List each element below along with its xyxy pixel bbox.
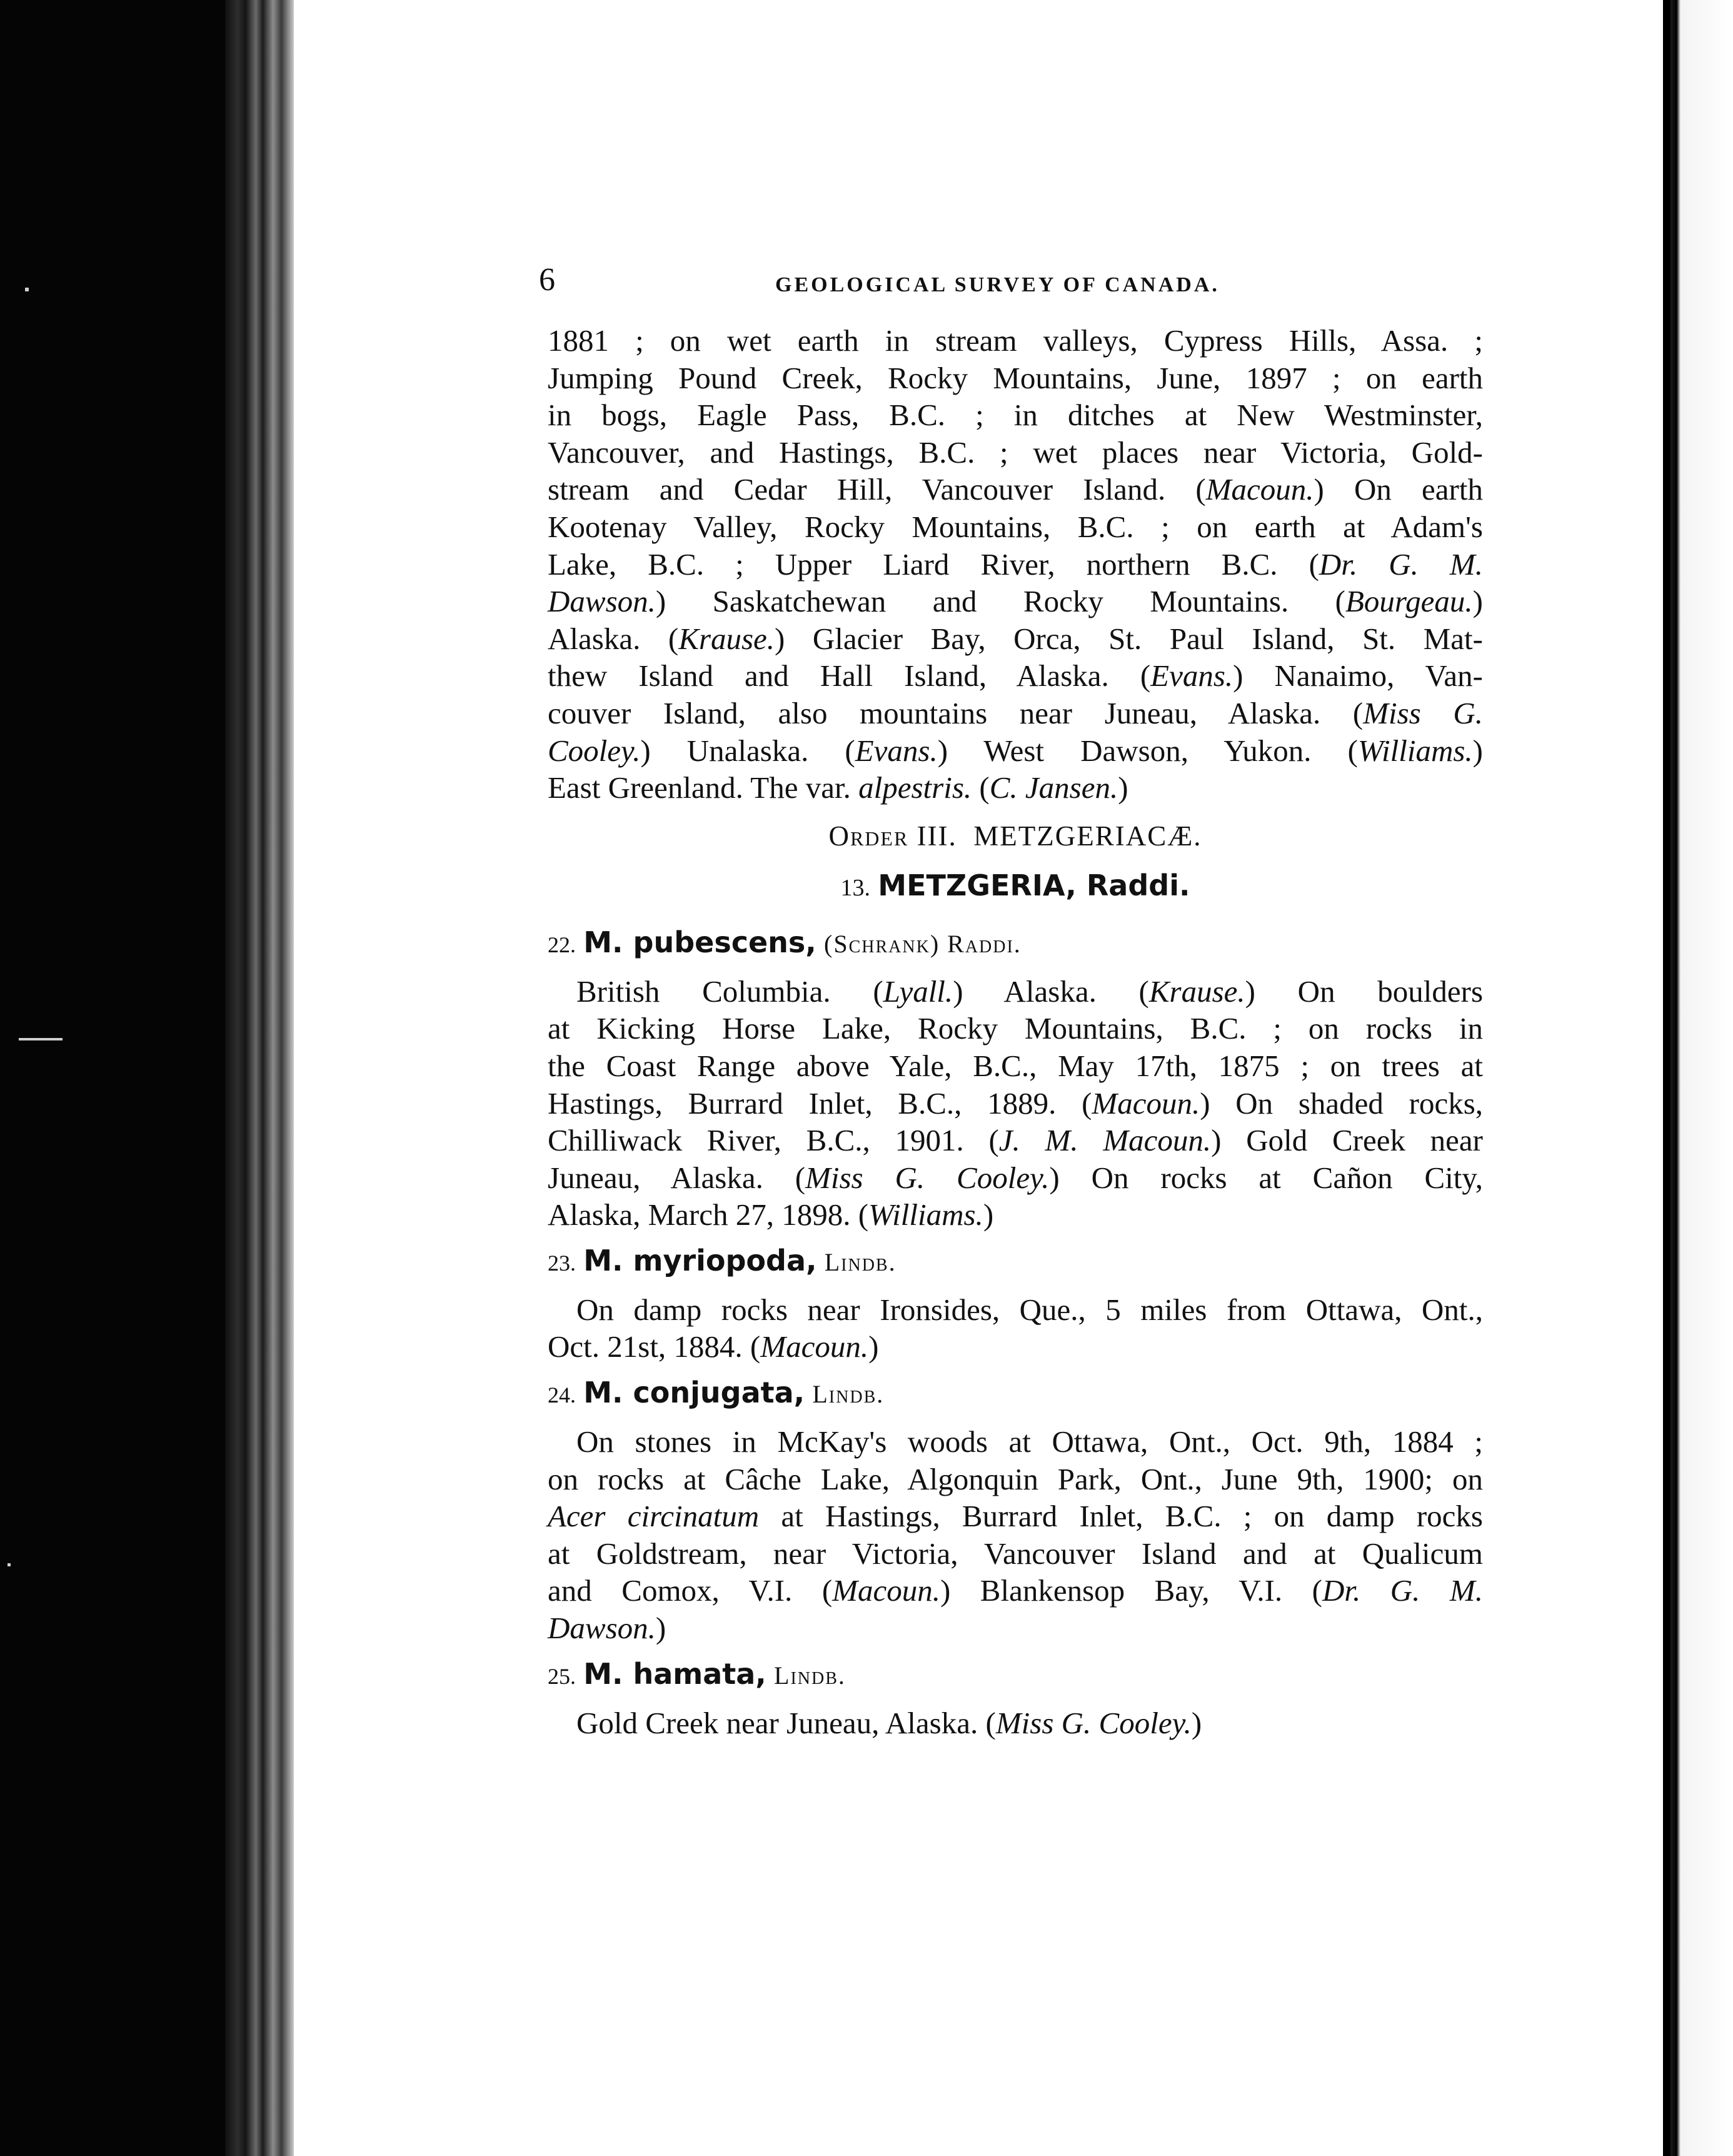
text-segment: ) On boulders — [1245, 974, 1484, 1009]
text-segment: Vancouver, and Hastings, B.C. ; wet places near Victoria, Gold- — [548, 435, 1483, 470]
scan-speck — [8, 1563, 11, 1566]
species-record — [548, 1291, 1483, 1366]
text-segment: Juneau, Alaska. ( — [548, 1160, 806, 1195]
scan-speck — [25, 288, 29, 291]
text-segment: stream and Cedar Hill, Vancouver Island. ( — [548, 472, 1206, 507]
text-line — [548, 360, 1483, 397]
text-line — [548, 1291, 1483, 1329]
italic-citation: Krause. — [1148, 974, 1245, 1009]
text-segment: on rocks at Câche Lake, Algonquin Park, Ont., June 9th, 1900; on — [548, 1461, 1483, 1496]
species-number: 22. — [548, 932, 576, 957]
text-line — [548, 620, 1483, 658]
text-segment: in bogs, Eagle Pass, B.C. ; in ditches at New Westminster, — [548, 398, 1483, 433]
text-line — [548, 1010, 1483, 1047]
text-segment: ) Blankensop Bay, V.I. ( — [940, 1573, 1322, 1608]
genus-heading — [548, 862, 1483, 909]
genus-name: METZGERIA, Raddi. — [878, 868, 1190, 902]
scanner-margin — [0, 0, 225, 2156]
italic-citation: J. M. Macoun. — [998, 1123, 1212, 1158]
order-numeral: III. — [917, 820, 957, 852]
text-line — [548, 1535, 1483, 1573]
text-line — [548, 732, 1483, 770]
text-segment: Jumping Pound Creek, Rocky Mountains, June, 1897 ; on earth — [548, 360, 1483, 395]
text-segment: at Hastings, Burrard Inlet, B.C. ; on damp rocks — [759, 1499, 1484, 1534]
species-entry — [548, 1652, 1483, 1742]
text-segment: thew Island and Hall Island, Alaska. ( — [548, 658, 1151, 693]
italic-citation: Macoun. — [1092, 1086, 1200, 1121]
species-number: 23. — [548, 1250, 576, 1276]
species-authority: (Schrank) Raddi. — [824, 929, 1022, 958]
italic-citation: Krause. — [678, 621, 775, 656]
text-line — [548, 1047, 1483, 1085]
italic-citation: Miss G. Cooley. — [805, 1160, 1050, 1195]
text-segment: and Comox, V.I. ( — [548, 1573, 833, 1608]
text-segment: Chilliwack River, B.C., 1901. ( — [548, 1123, 999, 1158]
text-line — [548, 508, 1483, 546]
species-name: M. myriopoda, — [583, 1243, 817, 1277]
italic-citation: Dr. G. M. — [1319, 547, 1483, 582]
text-line — [548, 1609, 1483, 1647]
italic-citation: Dawson. — [548, 1611, 656, 1646]
text-segment: couver Island, also mountains near Juneau, Alaska. ( — [548, 695, 1364, 730]
text-segment: ) On rocks at Cañon City, — [1049, 1160, 1483, 1195]
text-line — [548, 657, 1483, 695]
text-line — [548, 769, 1483, 807]
italic-citation: Dr. G. M. — [1322, 1573, 1483, 1608]
text-segment: ) — [983, 1197, 994, 1232]
continued-paragraph — [548, 322, 1483, 807]
text-segment: ( — [972, 770, 990, 805]
italic-citation: Evans. — [1150, 658, 1233, 693]
text-segment: On stones in McKay's woods at Ottawa, Ont., Oct. 9th, 1884 ; — [576, 1424, 1483, 1459]
italic-citation: Acer circinatum — [548, 1499, 760, 1534]
scan-speck — [19, 1038, 63, 1040]
species-name: M. hamata, — [583, 1656, 766, 1691]
species-authority: Lindb. — [812, 1380, 885, 1409]
genus-number: 13. — [840, 874, 871, 901]
italic-citation: Miss G. — [1363, 695, 1483, 730]
running-title: GEOLOGICAL SURVEY OF CANADA. — [775, 273, 1220, 296]
text-block — [548, 322, 1483, 1741]
text-line — [548, 1196, 1483, 1234]
italic-citation: Lyall. — [883, 974, 953, 1009]
text-segment: Hastings, Burrard Inlet, B.C., 1889. ( — [548, 1086, 1092, 1121]
text-segment: On damp rocks near Ironsides, Que., 5 miles from Ottawa, Ont., — [576, 1292, 1483, 1327]
page-edge-shadow — [225, 0, 294, 2156]
text-line — [548, 1572, 1483, 1609]
text-segment: at Goldstream, near Victoria, Vancouver Island and at Qualicum — [548, 1536, 1483, 1571]
italic-citation: alpestris. — [858, 770, 972, 805]
text-segment: Alaska, March 27, 1898. ( — [548, 1197, 869, 1232]
text-segment: ) — [1472, 584, 1483, 619]
text-line — [548, 396, 1483, 434]
text-segment: ) Saskatchewan and Rocky Mountains. ( — [655, 584, 1345, 619]
species-entry — [548, 1371, 1483, 1647]
species-record — [548, 1423, 1483, 1647]
text-segment: ) — [655, 1611, 666, 1646]
text-line — [548, 471, 1483, 508]
text-line — [548, 1328, 1483, 1366]
text-line — [548, 546, 1483, 583]
text-segment: the Coast Range above Yale, B.C., May 17th, 1875 ; on trees at — [548, 1048, 1483, 1083]
text-segment: at Kicking Horse Lake, Rocky Mountains, B.C. ; on rocks in — [548, 1011, 1483, 1046]
order-heading — [548, 815, 1483, 857]
page-number: 6 — [539, 262, 555, 298]
order-name: METZGERIACÆ. — [973, 820, 1202, 852]
text-line — [548, 695, 1483, 732]
text-segment: Lake, B.C. ; Upper Liard River, northern B.C. ( — [548, 547, 1319, 582]
text-segment: Kootenay Valley, Rocky Mountains, B.C. ; on earth at Adam's — [548, 509, 1483, 544]
species-entry — [548, 1239, 1483, 1366]
species-authority: Lindb. — [824, 1247, 897, 1276]
species-heading — [548, 1239, 1483, 1282]
species-list — [548, 920, 1483, 1742]
species-heading — [548, 1371, 1483, 1414]
text-segment: ) Alaska. ( — [953, 974, 1149, 1009]
text-segment: ) Gold Creek near — [1211, 1123, 1483, 1158]
italic-citation: Evans. — [855, 733, 938, 768]
text-line — [548, 1705, 1483, 1742]
text-segment: ) On shaded rocks, — [1200, 1086, 1484, 1121]
italic-citation: Williams. — [1357, 733, 1473, 768]
text-segment: ) — [1191, 1705, 1202, 1740]
italic-citation: Williams. — [868, 1197, 983, 1232]
italic-citation: Miss G. Cooley. — [995, 1705, 1192, 1740]
text-segment: ) — [868, 1329, 879, 1364]
text-segment: ) — [1472, 733, 1483, 768]
italic-citation: Macoun. — [832, 1573, 940, 1608]
species-name: M. pubescens, — [583, 925, 816, 959]
text-line — [548, 1498, 1483, 1535]
species-record — [548, 973, 1483, 1234]
text-segment: 1881 ; on wet earth in stream valleys, Cypress Hills, Assa. ; — [548, 323, 1483, 358]
species-number: 24. — [548, 1383, 576, 1408]
text-segment: ) West Dawson, Yukon. ( — [937, 733, 1358, 768]
text-segment: Gold Creek near Juneau, Alaska. ( — [576, 1705, 996, 1740]
text-segment: ) — [1118, 770, 1128, 805]
species-heading — [548, 920, 1483, 964]
text-segment: Alaska. ( — [548, 621, 679, 656]
text-line — [548, 1461, 1483, 1498]
text-segment: ) Nanaimo, Van- — [1233, 658, 1483, 693]
species-number: 25. — [548, 1663, 576, 1689]
species-name: M. conjugata, — [583, 1376, 805, 1410]
text-segment: ) On earth — [1314, 472, 1483, 507]
text-line — [548, 434, 1483, 471]
text-line — [548, 1423, 1483, 1461]
species-entry — [548, 920, 1483, 1234]
text-segment: Oct. 21st, 1884. ( — [548, 1329, 761, 1364]
text-segment: British Columbia. ( — [576, 974, 883, 1009]
text-segment: East Greenland. The var. — [548, 770, 859, 805]
text-line — [548, 973, 1483, 1010]
text-segment: ) Unalaska. ( — [640, 733, 855, 768]
species-record — [548, 1705, 1483, 1742]
italic-citation: Macoun. — [760, 1329, 869, 1364]
order-word: Order — [828, 820, 909, 852]
italic-citation: Macoun. — [1205, 472, 1314, 507]
text-line — [548, 583, 1483, 620]
next-page-edge — [1670, 0, 1733, 2156]
text-line — [548, 322, 1483, 360]
species-heading — [548, 1652, 1483, 1696]
species-authority: Lindb. — [774, 1661, 846, 1690]
text-line — [548, 1085, 1483, 1122]
text-segment: ) Glacier Bay, Orca, St. Paul Island, St. Mat- — [775, 621, 1483, 656]
italic-citation: C. Jansen. — [989, 770, 1118, 805]
italic-citation: Bourgeau. — [1345, 584, 1473, 619]
italic-citation: Dawson. — [548, 584, 656, 619]
italic-citation: Cooley. — [548, 733, 641, 768]
text-line — [548, 1122, 1483, 1159]
text-line — [548, 1159, 1483, 1197]
